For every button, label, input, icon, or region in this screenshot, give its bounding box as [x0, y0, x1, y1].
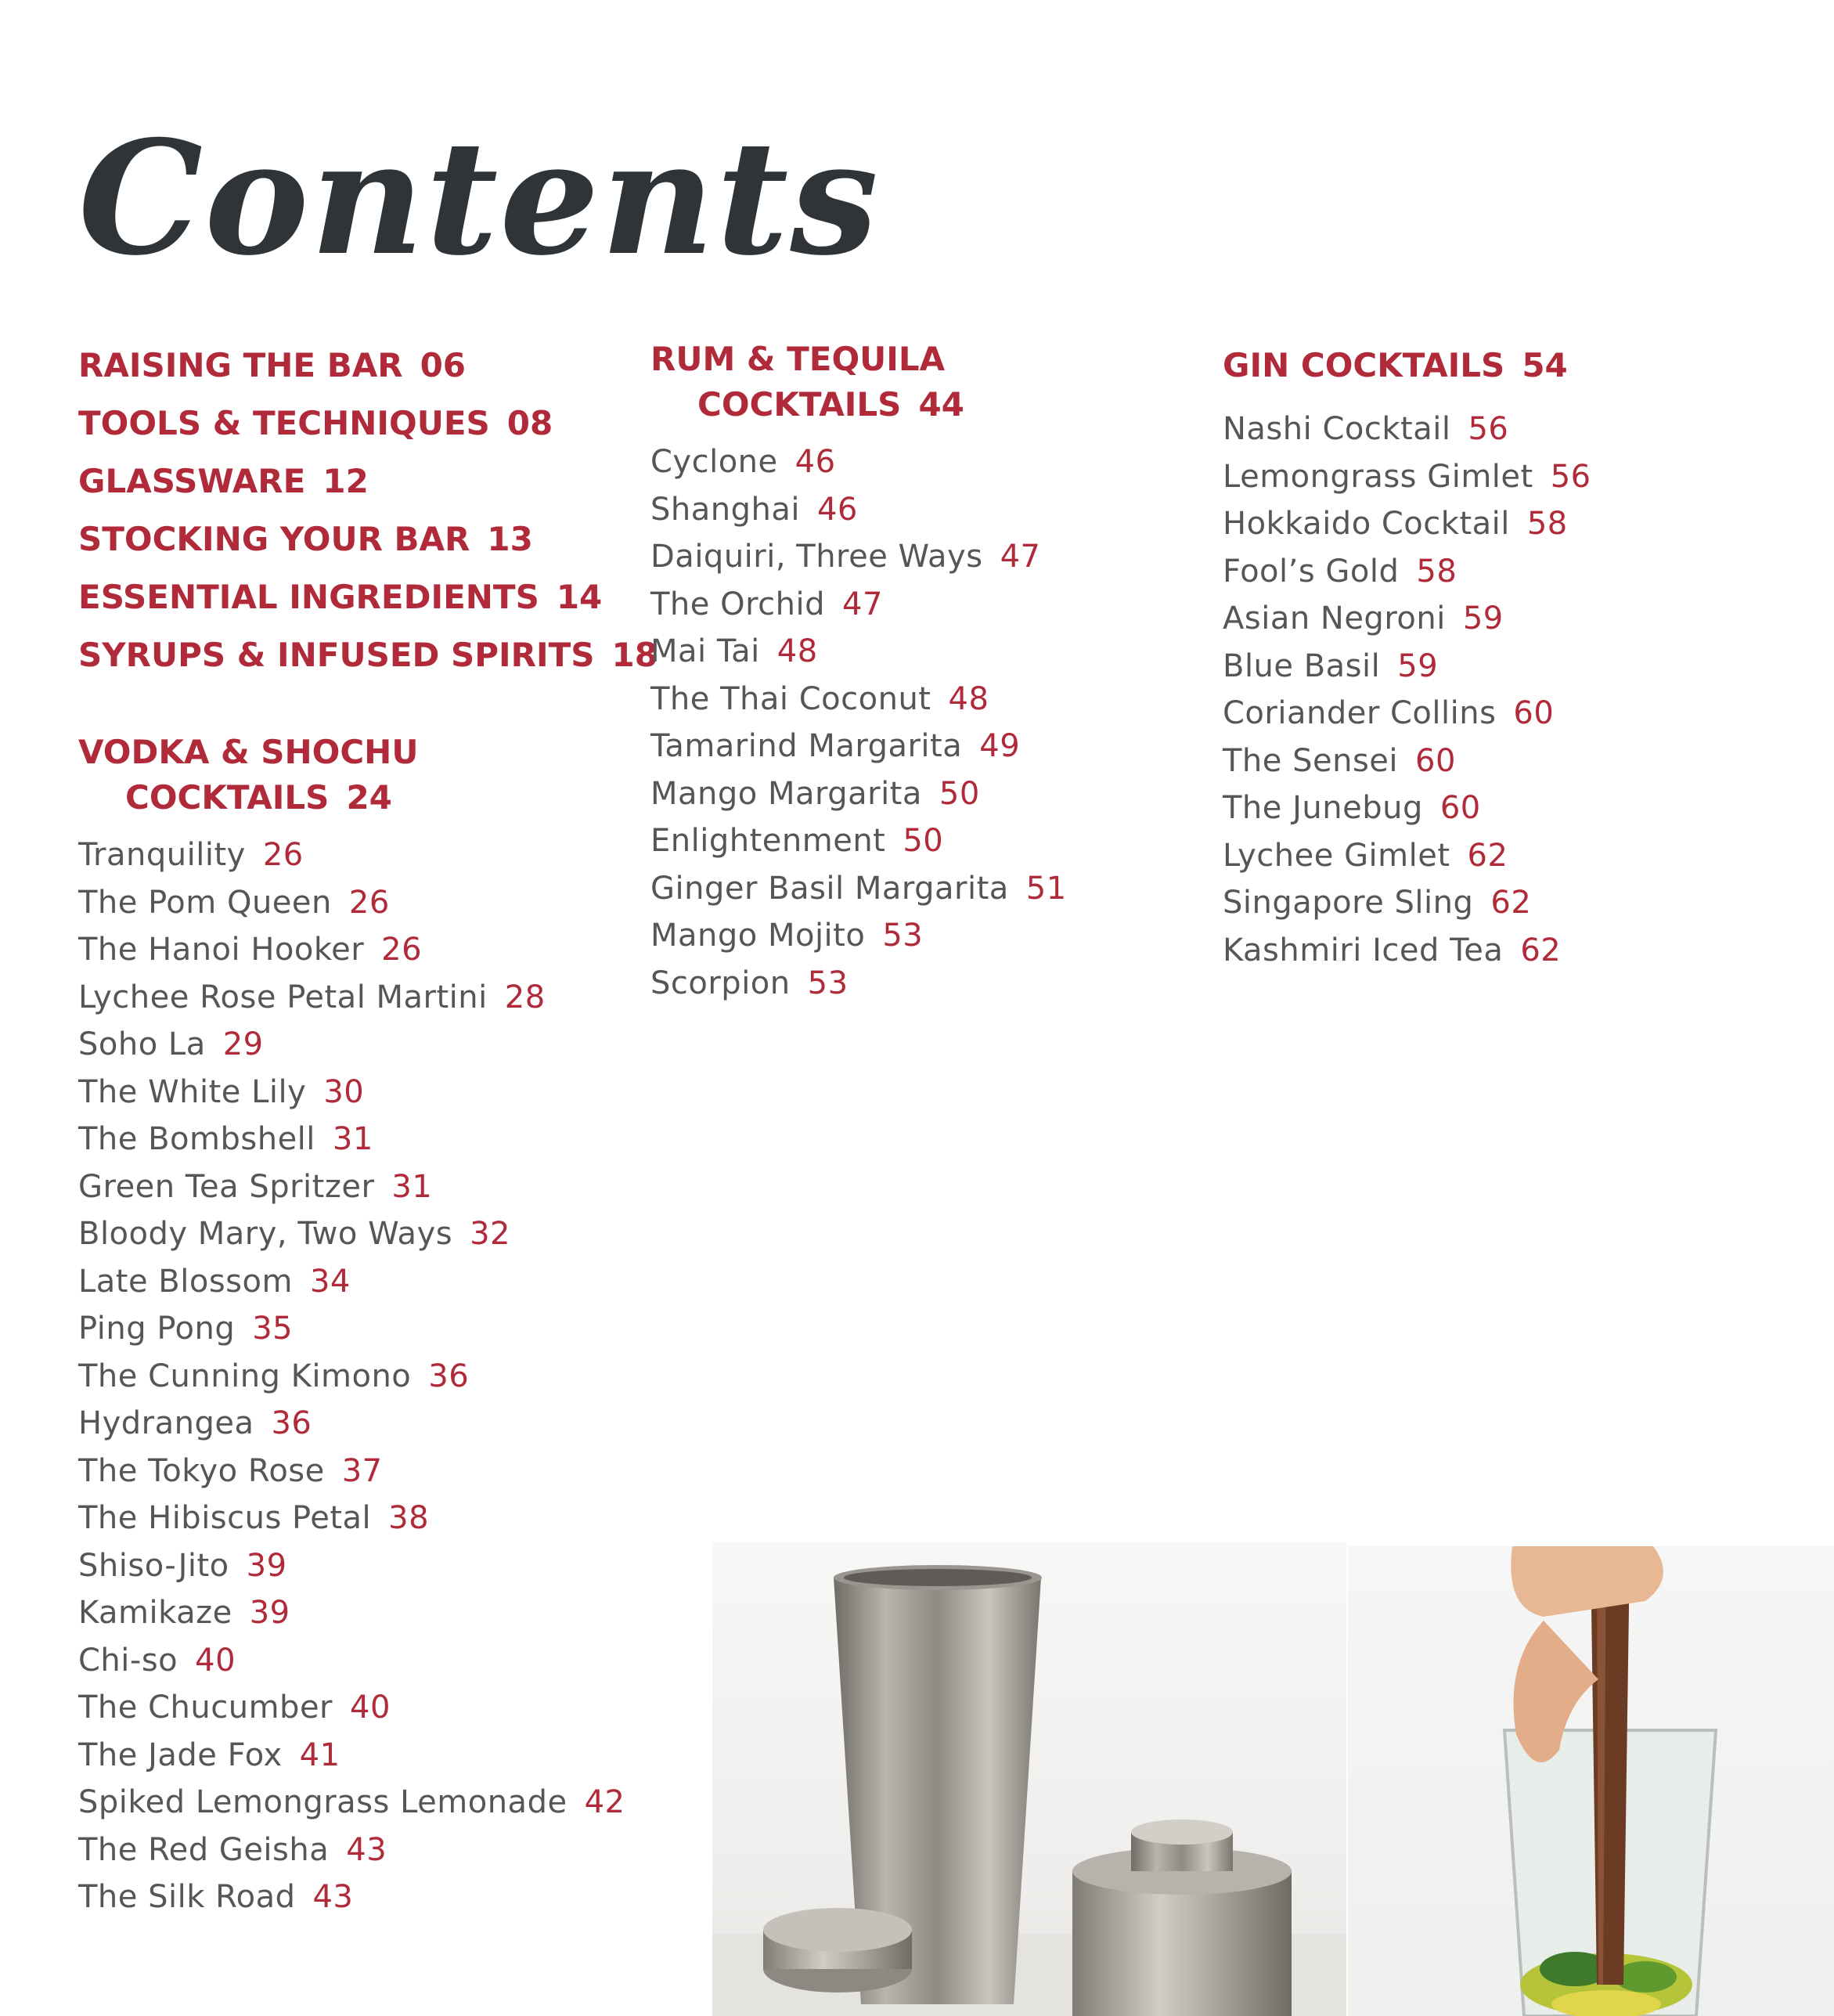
- recipe-entry[interactable]: Shiso-Jito 39: [78, 1547, 287, 1584]
- page-number: 62: [1520, 932, 1562, 968]
- recipe-entry[interactable]: The Tokyo Rose 37: [78, 1452, 383, 1489]
- toc-section-heading[interactable]: SYRUPS & INFUSED SPIRITS 18: [78, 636, 658, 674]
- page-number: 53: [882, 918, 924, 954]
- page-number: 08: [506, 404, 553, 442]
- toc-section-heading[interactable]: RAISING THE BAR 06: [78, 346, 467, 384]
- recipe-entry[interactable]: Bloody Mary, Two Ways 32: [78, 1216, 510, 1252]
- page-number: 50: [903, 823, 944, 859]
- recipe-entry[interactable]: The Bombshell 31: [78, 1121, 373, 1157]
- recipe-entry[interactable]: Tranquility 26: [78, 837, 304, 873]
- page-number: 24: [346, 778, 392, 817]
- recipe-entry[interactable]: The Hanoi Hooker 26: [78, 932, 423, 968]
- page-number: 49: [979, 728, 1021, 764]
- page-number: 34: [309, 1263, 351, 1300]
- toc-column-1: [78, 337, 658, 1921]
- page-number: 46: [816, 491, 858, 528]
- page-number: 56: [1550, 458, 1591, 495]
- page-number: 54: [1522, 346, 1568, 384]
- rum-tequila-heading[interactable]: RUM & TEQUILA COCKTAILS 44: [650, 340, 964, 424]
- page-number: 31: [332, 1121, 373, 1157]
- page-number: 14: [556, 578, 603, 616]
- page-number: 53: [807, 965, 849, 1001]
- recipe-entry[interactable]: Kashmiri Iced Tea 62: [1223, 932, 1562, 968]
- recipe-entry[interactable]: Blue Basil 59: [1223, 647, 1439, 684]
- page-number: 41: [299, 1737, 340, 1773]
- page-number: 12: [322, 462, 369, 500]
- page-number: 32: [470, 1216, 510, 1252]
- recipe-entry[interactable]: Chi-so 40: [78, 1642, 236, 1679]
- page-number: 39: [249, 1595, 290, 1631]
- recipe-entry[interactable]: Daiquiri, Three Ways 47: [650, 539, 1041, 575]
- recipe-entry[interactable]: Coriander Collins 60: [1223, 695, 1555, 731]
- muddling-drink-photo: [1348, 1546, 1834, 2016]
- cocktail-shaker-illustration: [712, 1542, 1346, 2016]
- recipe-entry[interactable]: The Pom Queen 26: [78, 884, 390, 921]
- page-number: 37: [341, 1452, 383, 1489]
- recipe-entry[interactable]: Mai Tai 48: [650, 633, 818, 669]
- recipe-entry[interactable]: Shanghai 46: [650, 491, 858, 528]
- recipe-entry[interactable]: Lychee Rose Petal Martini 28: [78, 979, 546, 1015]
- page-number: 60: [1513, 695, 1555, 731]
- recipe-entry[interactable]: The Sensei 60: [1223, 742, 1456, 779]
- page-number: 46: [794, 444, 836, 480]
- toc-column-2: [650, 337, 1198, 1007]
- recipe-entry[interactable]: The Thai Coconut 48: [650, 680, 989, 717]
- recipe-entry[interactable]: Kamikaze 39: [78, 1595, 290, 1631]
- page-number: 38: [388, 1500, 430, 1536]
- page-number: 36: [428, 1358, 470, 1394]
- toc-section-heading[interactable]: STOCKING YOUR BAR 13: [78, 520, 533, 558]
- page-number: 42: [584, 1784, 625, 1820]
- rum-tequila-recipe-list: [650, 438, 1198, 1007]
- page-number: 62: [1467, 837, 1508, 874]
- recipe-entry[interactable]: The Junebug 60: [1223, 790, 1481, 826]
- page-number: 26: [262, 837, 304, 873]
- recipe-entry[interactable]: The Chucumber 40: [78, 1690, 391, 1726]
- recipe-entry[interactable]: Scorpion 53: [650, 965, 849, 1001]
- page-number: 56: [1468, 411, 1509, 447]
- toc-section-heading[interactable]: ESSENTIAL INGREDIENTS 14: [78, 578, 603, 616]
- recipe-entry[interactable]: The Jade Fox 41: [78, 1737, 340, 1773]
- page-number: 51: [1025, 870, 1067, 907]
- page-number: 26: [381, 932, 423, 968]
- page-number: 36: [271, 1405, 312, 1441]
- muddler-glass-illustration: [1348, 1546, 1834, 2016]
- recipe-entry[interactable]: Tamarind Margarita 49: [650, 728, 1021, 764]
- page-number: 06: [420, 346, 467, 384]
- vodka-shochu-recipe-list: [78, 831, 642, 1921]
- recipe-entry[interactable]: Late Blossom 34: [78, 1263, 351, 1300]
- recipe-entry[interactable]: Singapore Sling 62: [1223, 885, 1532, 921]
- page-number: 47: [842, 586, 883, 622]
- front-matter-sections: [78, 337, 658, 684]
- recipe-entry[interactable]: The White Lily 30: [78, 1073, 365, 1110]
- page-number: 58: [1416, 553, 1457, 590]
- recipe-entry[interactable]: Cyclone 46: [650, 444, 836, 480]
- recipe-entry[interactable]: The Orchid 47: [650, 586, 883, 622]
- page-number: 48: [948, 680, 989, 717]
- recipe-entry[interactable]: The Silk Road 43: [78, 1879, 354, 1915]
- page-number: 58: [1526, 506, 1568, 542]
- page-number: 59: [1397, 647, 1439, 684]
- page-number: 39: [246, 1547, 287, 1584]
- page-number: 30: [323, 1073, 365, 1110]
- page-number: 48: [776, 633, 818, 669]
- page-number: 29: [222, 1026, 264, 1062]
- recipe-entry[interactable]: Mango Mojito 53: [650, 918, 924, 954]
- recipe-entry[interactable]: Ping Pong 35: [78, 1311, 294, 1347]
- recipe-entry[interactable]: Spiked Lemongrass Lemonade 42: [78, 1784, 625, 1820]
- recipe-entry[interactable]: Ginger Basil Margarita 51: [650, 870, 1067, 907]
- recipe-entry[interactable]: The Red Geisha 43: [78, 1831, 387, 1868]
- recipe-entry[interactable]: Mango Margarita 50: [650, 775, 980, 812]
- gin-recipe-list: [1223, 406, 1771, 974]
- cocktail-shaker-photo: [712, 1542, 1346, 2016]
- vodka-shochu-heading[interactable]: VODKA & SHOCHU COCKTAILS 24: [78, 733, 419, 817]
- spacer: [78, 684, 642, 730]
- page-number: 40: [350, 1690, 391, 1726]
- page-number: 47: [1000, 539, 1041, 575]
- toc-section-heading[interactable]: TOOLS & TECHNIQUES 08: [78, 404, 553, 442]
- page-number: 43: [346, 1831, 387, 1868]
- toc-section-heading[interactable]: GLASSWARE 12: [78, 462, 369, 500]
- recipe-entry[interactable]: Lychee Gimlet 62: [1223, 837, 1508, 874]
- page-title: Contents: [78, 106, 881, 290]
- toc-column-3: [1223, 337, 1771, 974]
- page-number: 26: [348, 884, 390, 921]
- recipe-entry[interactable]: Hokkaido Cocktail 58: [1223, 506, 1568, 542]
- recipe-entry[interactable]: Soho La 29: [78, 1026, 264, 1062]
- recipe-entry[interactable]: Lemongrass Gimlet 56: [1223, 458, 1591, 495]
- page-number: 43: [312, 1879, 354, 1915]
- recipe-entry[interactable]: Green Tea Spritzer 31: [78, 1168, 433, 1205]
- recipe-entry[interactable]: The Hibiscus Petal 38: [78, 1500, 430, 1536]
- page-number: 13: [487, 520, 533, 558]
- page-number: 44: [918, 385, 964, 424]
- page-number: 35: [252, 1311, 294, 1347]
- recipe-entry[interactable]: Fool’s Gold 58: [1223, 553, 1457, 590]
- page-number: 40: [195, 1642, 236, 1679]
- page-number: 31: [391, 1168, 433, 1205]
- page-number: 60: [1439, 790, 1481, 826]
- page-number: 59: [1462, 600, 1504, 637]
- page-number: 18: [611, 636, 658, 674]
- page-number: 28: [504, 979, 546, 1015]
- recipe-entry[interactable]: Nashi Cocktail 56: [1223, 411, 1509, 447]
- page-number: 62: [1490, 885, 1532, 921]
- recipe-entry[interactable]: Asian Negroni 59: [1223, 600, 1504, 637]
- page-number: 50: [939, 775, 980, 812]
- recipe-entry[interactable]: Hydrangea 36: [78, 1405, 312, 1441]
- gin-cocktails-heading[interactable]: GIN COCKTAILS 54: [1223, 346, 1568, 384]
- recipe-entry[interactable]: The Cunning Kimono 36: [78, 1358, 470, 1394]
- page-number: 60: [1415, 742, 1456, 779]
- recipe-entry[interactable]: Enlightenment 50: [650, 823, 944, 859]
